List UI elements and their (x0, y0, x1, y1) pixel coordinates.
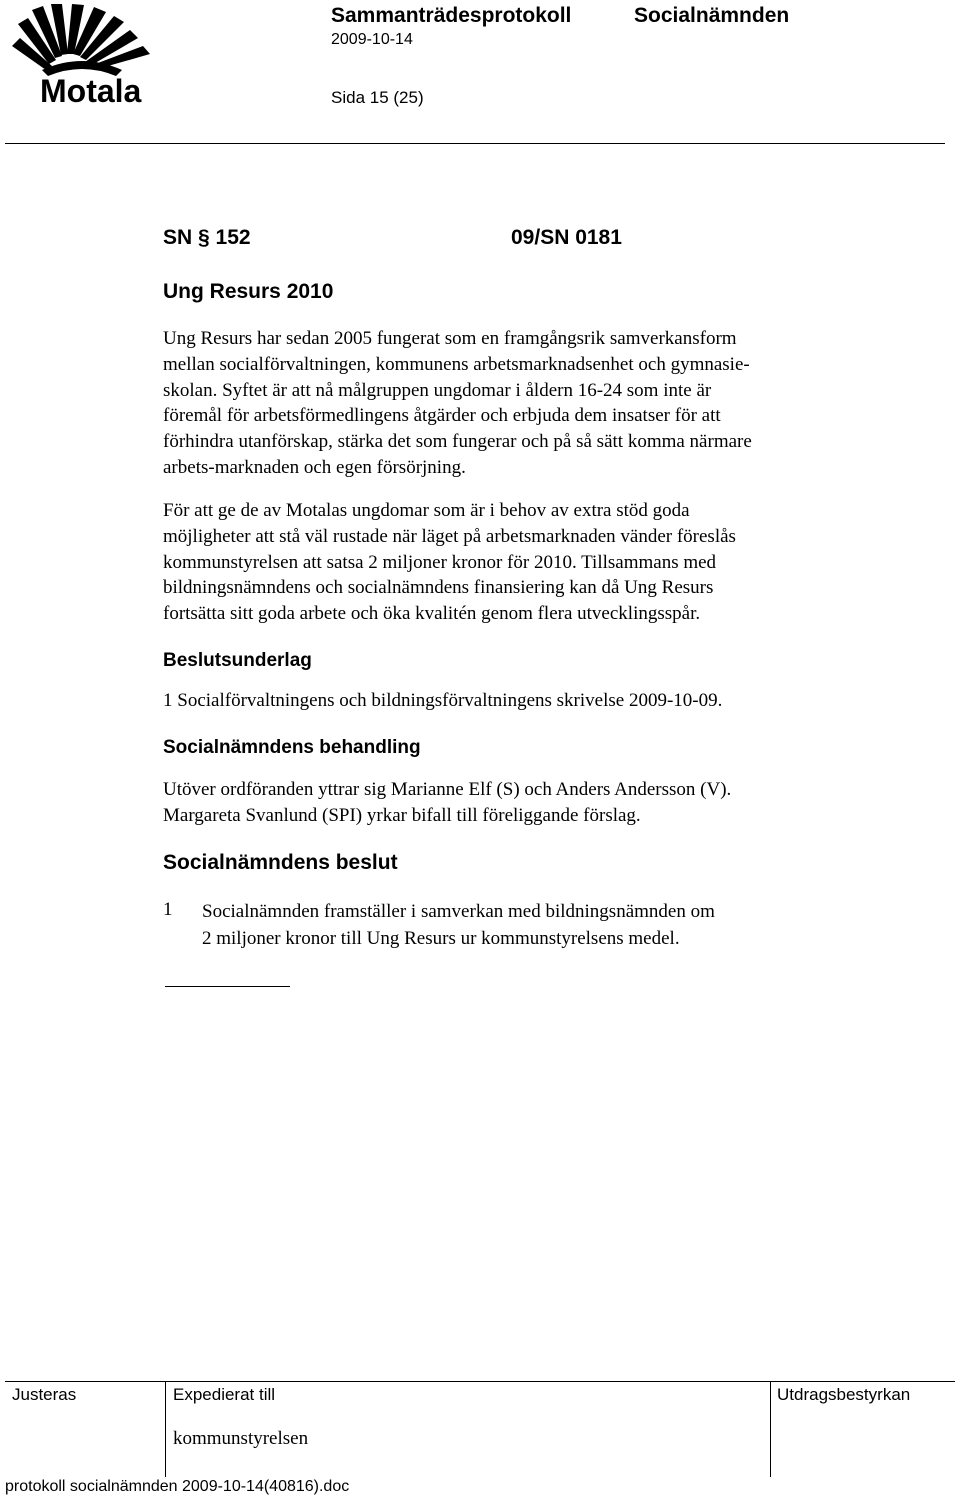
beslutsunderlag-item: 1 Socialförvaltningens och bildningsförvaltningens skrivelse 2009-10-09. (163, 690, 723, 711)
meeting-date: 2009-10-14 (331, 31, 413, 48)
footer-column-divider (770, 1381, 771, 1477)
text-line: arbets-marknaden och egen försörjning. (163, 456, 466, 478)
text-line: förhindra utanförskap, stärka det som fungerar och på så sätt komma närmare (163, 431, 752, 453)
footer-justeras-label: Justeras (12, 1385, 77, 1404)
footer-column-divider (165, 1381, 166, 1477)
motala-crown-logo-icon (12, 4, 154, 104)
beslut-item-number: 1 (163, 899, 173, 920)
footer-filename: protokoll socialnämnden 2009-10-14(40816).doc (5, 1478, 350, 1495)
text-line: Margareta Svanlund (SPI) yrkar bifall till föreliggande förslag. (163, 804, 641, 826)
text-line: kommunstyrelsen att satsa 2 miljoner kronor för 2010. Tillsammans med (163, 551, 717, 573)
case-reference: 09/SN 0181 (511, 226, 622, 249)
text-line: möjligheter att stå väl rustade när läget på arbetsmarknaden vänder föreslås (163, 525, 736, 547)
item-title: Ung Resurs 2010 (163, 280, 334, 303)
footer-recipient: kommunstyrelsen (173, 1428, 309, 1449)
behandling-paragraph (163, 777, 863, 829)
section-end-rule (165, 986, 290, 987)
page-number: Sida 15 (25) (331, 88, 424, 107)
section-heading-beslut: Socialnämndens beslut (163, 851, 398, 874)
text-line: fortsätta sitt goda arbete och öka kvalitén genom flera utvecklingsspår. (163, 603, 701, 625)
text-line: Ung Resurs har sedan 2005 fungerat som en framgångsrik samverkansform (163, 328, 737, 349)
header-divider (5, 143, 945, 144)
intro-paragraph (163, 326, 863, 481)
text-line: bildningsnämndens och socialnämndens finansiering kan då Ung Resurs (163, 577, 714, 599)
logo-wordmark: Motala (40, 73, 142, 104)
footer-utdrag-label: Utdragsbestyrkan (777, 1385, 911, 1404)
section-heading-behandling: Socialnämndens behandling (163, 737, 421, 758)
section-heading-beslutsunderlag: Beslutsunderlag (163, 650, 312, 671)
text-line: föremål för arbetsförmedlingens åtgärder och erbjuda dem insatser för att (163, 405, 721, 427)
text-line: Utöver ordföranden yttrar sig Marianne Elf (S) och Anders Andersson (V). (163, 779, 732, 800)
text-line: mellan socialförvaltningen, kommunens arbetsmarknadsenhet och gymnasie- (163, 353, 750, 375)
organization-name: Socialnämnden (634, 4, 790, 27)
text-line: För att ge de av Motalas ungdomar som är i behov av extra stöd goda (163, 500, 690, 521)
beslut-item-text (202, 899, 715, 952)
text-line: skolan. Syftet är att nå målgruppen ungdomar i åldern 16-24 som inte är (163, 379, 712, 401)
footer-divider (5, 1381, 955, 1382)
proposal-paragraph (163, 498, 863, 627)
text-line: Socialnämnden framställer i samverkan med bildningsnämnden om (202, 901, 715, 922)
paragraph-number: SN § 152 (163, 226, 251, 249)
text-line: 2 miljoner kronor till Ung Resurs ur kommunstyrelsens medel. (202, 927, 680, 949)
footer-expedierat-label: Expedierat till (173, 1385, 276, 1404)
document-type: Sammanträdesprotokoll (331, 4, 572, 27)
